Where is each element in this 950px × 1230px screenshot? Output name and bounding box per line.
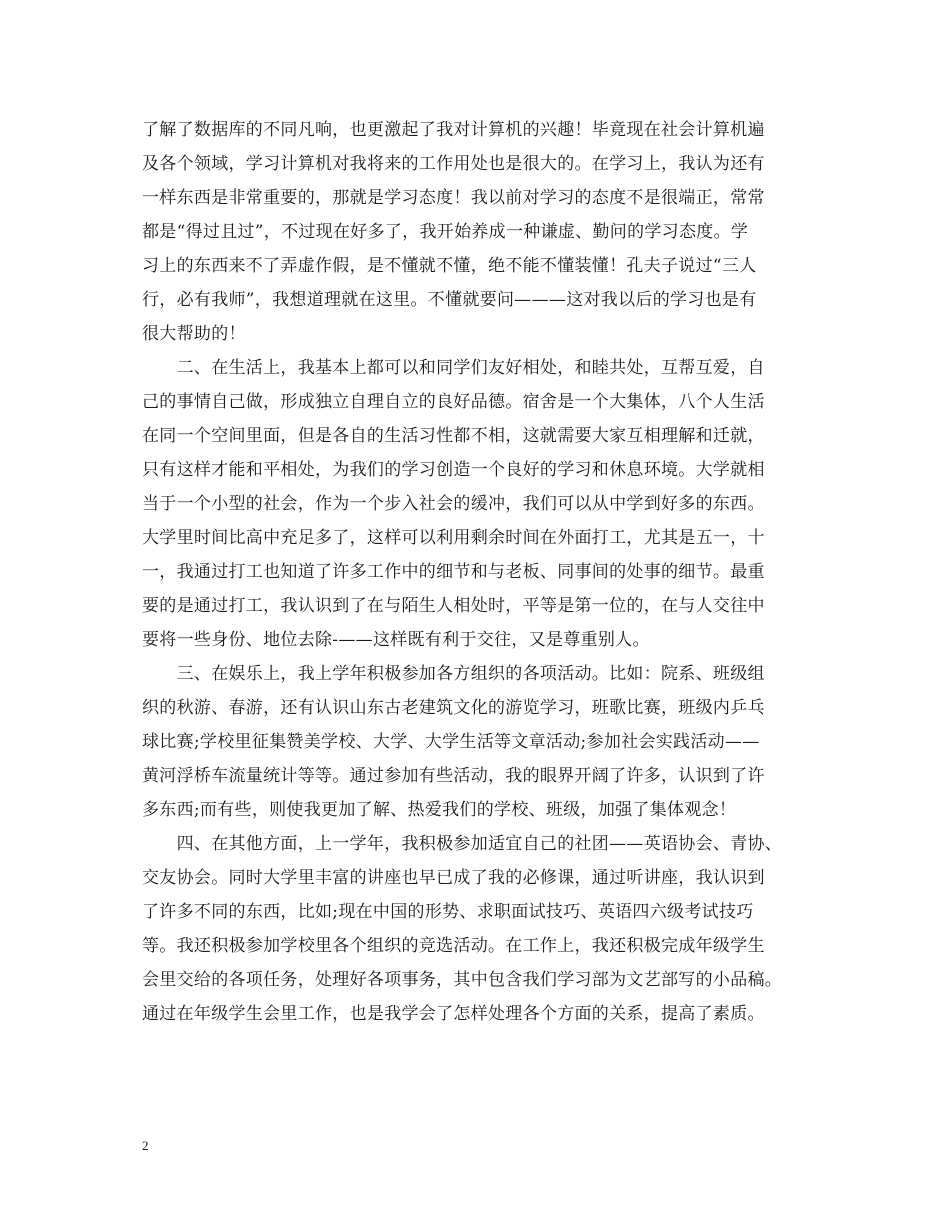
- text-line: 三、在娱乐上，我上学年积极参加各方组织的各项活动。比如：院系、班级组: [142, 664, 765, 684]
- text-line: 会里交给的各项任务，处理好各项事务，其中包含我们学习部为文艺部写的小品稿。: [142, 970, 783, 990]
- document-body: [142, 113, 814, 1031]
- text-line: 织的秋游、春游，还有认识山东古老建筑文化的游览学习，班歌比赛，班级内乒乓: [142, 698, 765, 718]
- text-line: 在同一个空间里面，但是各自的生活习性都不相，这就需要大家互相理解和迁就，: [142, 426, 765, 446]
- text-line: 球比赛;学校里征集赞美学校、大学、大学生活等文章活动;参加社会实践活动——: [142, 732, 760, 752]
- text-line: 大学里时间比高中充足多了，这样可以利用剩余时间在外面打工，尤其是五一，十: [142, 528, 765, 548]
- text-line: 交友协会。同时大学里丰富的讲座也早已成了我的必修课，通过听讲座，我认识到: [142, 868, 765, 888]
- text-line: 当于一个小型的社会，作为一个步入社会的缓冲，我们可以从中学到好多的东西。: [142, 494, 765, 514]
- text-line: 己的事情自己做，形成独立自理自立的良好品德。宿舍是一个大集体，八个人生活: [142, 392, 765, 412]
- text-line: 要的是通过打工，我认识到了在与陌生人相处时，平等是第一位的，在与人交往中: [142, 596, 765, 616]
- text-line: 等。我还积极参加学校里各个组织的竞选活动。在工作上，我还积极完成年级学生: [142, 936, 765, 956]
- text-line: 只有这样才能和平相处，为我们的学习创造一个良好的学习和休息环境。大学就相: [142, 460, 765, 480]
- text-line: 习上的东西来不了弄虚作假，是不懂就不懂，绝不能不懂装懂！孔夫子说过“三人: [142, 256, 757, 276]
- text-line: 行，必有我师”，我想道理就在这里。不懂就要问———这对我以后的学习也是有: [142, 290, 757, 310]
- text-line: 了许多不同的东西，比如;现在中国的形势、求职面试技巧、英语四六级考试技巧: [142, 902, 754, 922]
- text-line: 很大帮助的！: [142, 324, 246, 344]
- text-line: 四、在其他方面，上一学年，我积极参加适宜自己的社团——英语协会、青协、: [142, 834, 783, 854]
- text-line: 一，我通过打工也知道了许多工作中的细节和与老板、同事间的处事的细节。最重: [142, 562, 765, 582]
- text-line: 黄河浮桥车流量统计等等。通过参加有些活动，我的眼界开阔了许多，认识到了许: [142, 766, 765, 786]
- text-line: 多东西;而有些，则使我更加了解、热爱我们的学校、班级，加强了集体观念！: [142, 800, 737, 820]
- text-line: 都是“得过且过”，不过现在好多了，我开始养成一种谦虚、勤问的学习态度。学: [142, 222, 749, 242]
- text-line: 二、在生活上，我基本上都可以和同学们友好相处，和睦共处，互帮互爱，自: [142, 358, 765, 378]
- page-number: 2: [142, 1138, 149, 1153]
- text-line: 一样东西是非常重要的，那就是学习态度！我以前对学习的态度不是很端正，常常: [142, 188, 765, 208]
- text-line: 通过在年级学生会里工作，也是我学会了怎样处理各个方面的关系，提高了素质。: [142, 1004, 765, 1024]
- text-line: 要将一些身份、地位去除-——这样既有利于交往，又是尊重别人。: [142, 630, 650, 650]
- text-line: 了解了数据库的不同凡响，也更激起了我对计算机的兴趣！毕竟现在社会计算机遍: [142, 120, 765, 140]
- text-line: 及各个领域，学习计算机对我将来的工作用处也是很大的。在学习上，我认为还有: [142, 154, 765, 174]
